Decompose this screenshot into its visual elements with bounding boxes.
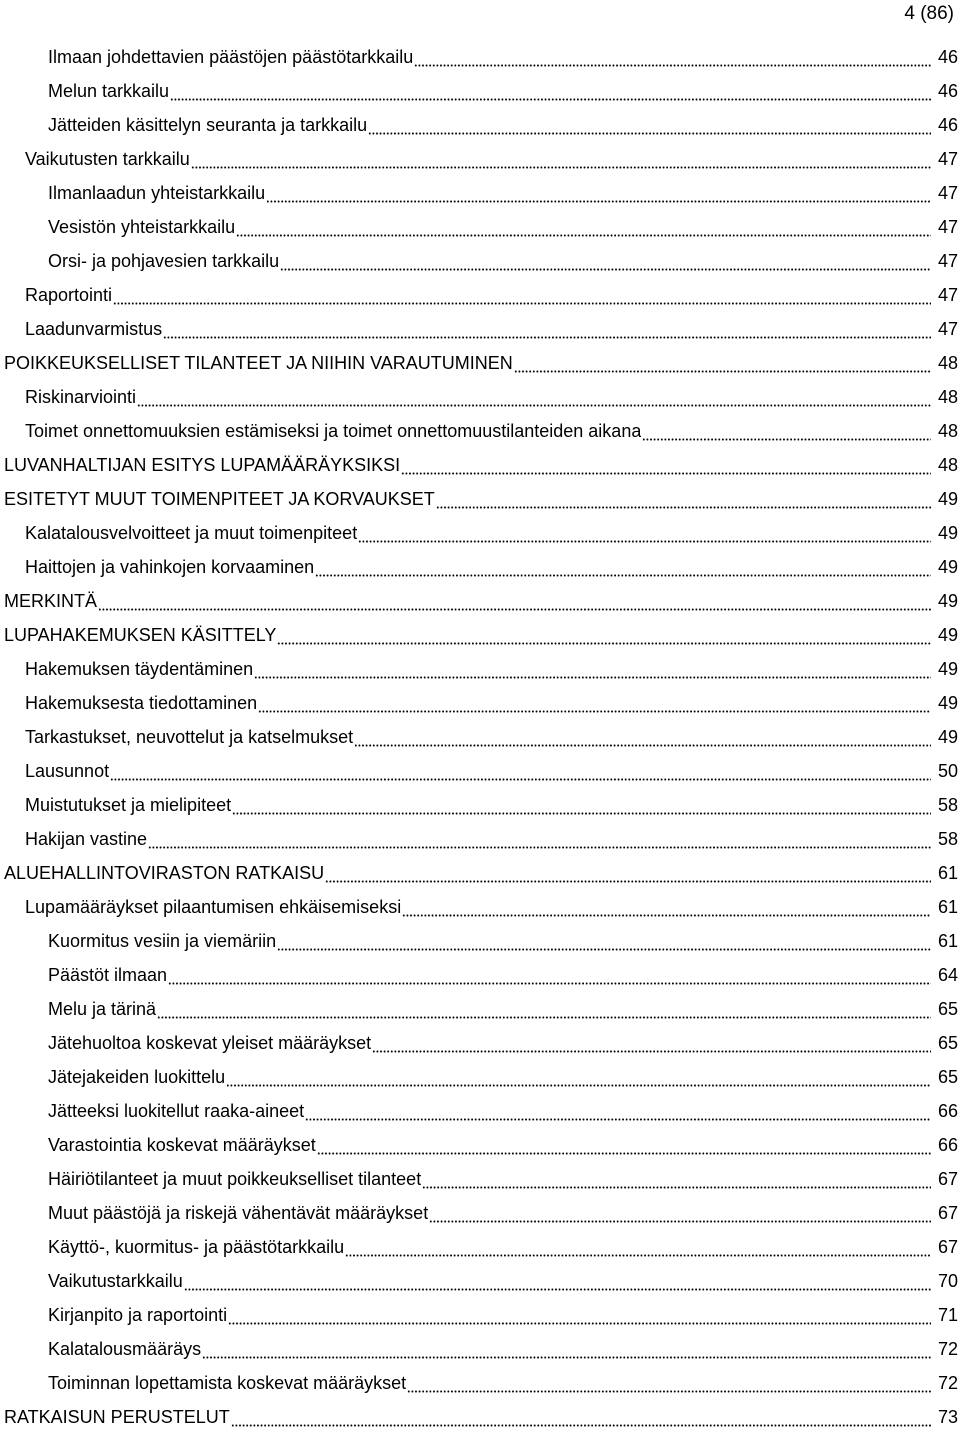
toc-entry-page: 48 (937, 387, 958, 407)
toc-dot-leader (368, 121, 931, 135)
toc-entry[interactable] (0, 312, 960, 346)
toc-dot-leader (258, 699, 931, 713)
toc-entry-title: Hakemuksesta tiedottaminen (25, 693, 258, 713)
toc-entry-page: 66 (937, 1101, 958, 1121)
toc-entry-page: 46 (937, 47, 958, 67)
toc-entry-title: Kalatalousmääräys (48, 1339, 202, 1359)
toc-entry-page: 47 (937, 251, 958, 271)
toc-entry-title: Kirjanpito ja raportointi (48, 1305, 228, 1325)
toc-dot-leader (354, 733, 931, 747)
toc-entry-page: 46 (937, 115, 958, 135)
toc-entry-page: 49 (937, 727, 958, 747)
toc-dot-leader (642, 427, 931, 441)
toc-dot-leader (148, 835, 931, 849)
toc-entry-page: 66 (937, 1135, 958, 1155)
toc-entry[interactable] (0, 856, 960, 890)
toc-dot-leader (305, 1107, 931, 1121)
toc-entry-title: Jätehuoltoa koskevat yleiset määräykset (48, 1033, 372, 1053)
toc-entry-title: LUPAHAKEMUKSEN KÄSITTELY (4, 625, 277, 645)
toc-dot-leader (436, 495, 931, 509)
toc-dot-leader (202, 1345, 931, 1359)
toc-entry[interactable] (0, 108, 960, 142)
toc-entry[interactable] (0, 924, 960, 958)
toc-entry-page: 58 (937, 795, 958, 815)
toc-entry[interactable] (0, 40, 960, 74)
toc-dot-leader (191, 155, 931, 169)
toc-entry-page: 48 (937, 353, 958, 373)
toc-entry-page: 61 (937, 897, 958, 917)
toc-entry-page: 48 (937, 455, 958, 475)
toc-entry-page: 73 (937, 1407, 958, 1427)
toc-dot-leader (113, 291, 931, 305)
toc-entry-page: 71 (937, 1305, 958, 1325)
toc-entry-title: Päästöt ilmaan (48, 965, 168, 985)
toc-dot-leader (401, 461, 931, 475)
toc-entry-page: 49 (937, 693, 958, 713)
toc-entry-page: 67 (937, 1203, 958, 1223)
toc-entry[interactable] (0, 958, 960, 992)
toc-entry-page: 72 (937, 1339, 958, 1359)
toc-entry-title: Hakijan vastine (25, 829, 148, 849)
toc-entry-title: Orsi- ja pohjavesien tarkkailu (48, 251, 280, 271)
toc-entry-title: Ilmaan johdettavien päästöjen päästötarkkailu (48, 47, 414, 67)
toc-dot-leader (414, 53, 931, 67)
page-number: 4 (86) (904, 3, 954, 24)
toc-dot-leader (315, 563, 931, 577)
toc-entry-page: 61 (937, 863, 958, 883)
toc-entry-page: 64 (937, 965, 958, 985)
toc-entry[interactable] (0, 278, 960, 312)
toc-entry-page: 65 (937, 1067, 958, 1087)
toc-dot-leader (407, 1379, 931, 1393)
toc-entry-title: Muut päästöjä ja riskejä vähentävät määräykset (48, 1203, 429, 1223)
toc-dot-leader (163, 325, 931, 339)
toc-dot-leader (184, 1277, 931, 1291)
toc-entry[interactable] (0, 1332, 960, 1366)
toc-entry-title: POIKKEUKSELLISET TILANTEET JA NIIHIN VARAUTUMINEN (4, 353, 513, 373)
toc-entry-title: Käyttö-, kuormitus- ja päästötarkkailu (48, 1237, 345, 1257)
toc-entry-page: 47 (937, 319, 958, 339)
toc-entry-page: 72 (937, 1373, 958, 1393)
toc-entry[interactable] (0, 890, 960, 924)
toc-entry[interactable] (0, 1162, 960, 1196)
toc-entry[interactable] (0, 992, 960, 1026)
toc-dot-leader (168, 971, 931, 985)
toc-dot-leader (514, 359, 931, 373)
toc-entry[interactable] (0, 1196, 960, 1230)
toc-entry[interactable] (0, 74, 960, 108)
toc-entry[interactable] (0, 516, 960, 550)
toc-dot-leader (157, 1005, 931, 1019)
toc-entry-title: Riskinarviointi (25, 387, 137, 407)
toc-dot-leader (277, 937, 931, 951)
toc-dot-leader (98, 597, 931, 611)
toc-dot-leader (277, 631, 931, 645)
toc-entry[interactable] (0, 1230, 960, 1264)
toc-entry[interactable] (0, 176, 960, 210)
toc-entry-title: Raportointi (25, 285, 113, 305)
toc-entry-page: 65 (937, 999, 958, 1019)
toc-entry[interactable] (0, 788, 960, 822)
toc-dot-leader (345, 1243, 931, 1257)
toc-entry-title: Jätteiden käsittelyn seuranta ja tarkkailu (48, 115, 368, 135)
toc-entry[interactable] (0, 1298, 960, 1332)
toc-entry-title: ESITETYT MUUT TOIMENPITEET JA KORVAUKSET (4, 489, 435, 509)
toc-entry-title: LUVANHALTIJAN ESITYS LUPAMÄÄRÄYKSIKSI (4, 455, 401, 475)
toc-dot-leader (325, 869, 931, 883)
toc-entry[interactable] (0, 1094, 960, 1128)
toc-entry-page: 49 (937, 659, 958, 679)
toc-entry-page: 49 (937, 591, 958, 611)
toc-entry-title: Häiriötilanteet ja muut poikkeukselliset tilanteet (48, 1169, 422, 1189)
toc-entry[interactable] (0, 448, 960, 482)
toc-entry-title: Ilmanlaadun yhteistarkkailu (48, 183, 266, 203)
toc-entry-page: 67 (937, 1169, 958, 1189)
toc-entry-title: Kalatalousvelvoitteet ja muut toimenpiteet (25, 523, 358, 543)
toc-dot-leader (429, 1209, 931, 1223)
toc-entry[interactable] (0, 720, 960, 754)
toc-entry[interactable] (0, 584, 960, 618)
toc-dot-leader (110, 767, 931, 781)
toc-entry-title: ALUEHALLINTOVIRASTON RATKAISU (4, 863, 325, 883)
toc-entry-page: 47 (937, 149, 958, 169)
toc-entry-title: Lausunnot (25, 761, 110, 781)
toc-entry-title: Vaikutustarkkailu (48, 1271, 183, 1291)
toc-dot-leader (226, 1073, 931, 1087)
toc-entry-title: Muistutukset ja mielipiteet (25, 795, 232, 815)
toc-entry[interactable] (0, 1128, 960, 1162)
toc-entry-page: 49 (937, 625, 958, 645)
toc-entry-title: Varastointia koskevat määräykset (48, 1135, 316, 1155)
toc-entry-page: 70 (937, 1271, 958, 1291)
toc-dot-leader (317, 1141, 931, 1155)
toc-dot-leader (422, 1175, 931, 1189)
toc-dot-leader (232, 801, 931, 815)
toc-entry-title: Jätejakeiden luokittelu (48, 1067, 226, 1087)
toc-entry-page: 50 (937, 761, 958, 781)
toc-dot-leader (170, 87, 931, 101)
toc-entry-title: Laadunvarmistus (25, 319, 163, 339)
toc-entry-title: Tarkastukset, neuvottelut ja katselmukset (25, 727, 354, 747)
toc-dot-leader (358, 529, 931, 543)
toc-entry-title: Vesistön yhteistarkkailu (48, 217, 236, 237)
toc-entry[interactable] (0, 1400, 960, 1434)
toc-entry-page: 49 (937, 489, 958, 509)
toc-entry-title: Melun tarkkailu (48, 81, 170, 101)
toc-entry-title: Vaikutusten tarkkailu (25, 149, 190, 169)
toc-entry-page: 61 (937, 931, 958, 951)
toc-entry[interactable] (0, 414, 960, 448)
toc-entry[interactable] (0, 210, 960, 244)
toc-entry-page: 47 (937, 285, 958, 305)
toc-entry-title: Haittojen ja vahinkojen korvaaminen (25, 557, 315, 577)
table-of-contents (0, 40, 960, 1434)
toc-entry-page: 58 (937, 829, 958, 849)
toc-entry-title: Melu ja tärinä (48, 999, 157, 1019)
toc-entry[interactable] (0, 1366, 960, 1400)
toc-entry-page: 47 (937, 217, 958, 237)
toc-entry[interactable] (0, 618, 960, 652)
toc-entry[interactable] (0, 754, 960, 788)
toc-entry-page: 48 (937, 421, 958, 441)
toc-entry[interactable] (0, 244, 960, 278)
toc-entry[interactable] (0, 346, 960, 380)
toc-entry-page: 46 (937, 81, 958, 101)
toc-dot-leader (402, 903, 931, 917)
toc-dot-leader (254, 665, 931, 679)
toc-entry-title: Hakemuksen täydentäminen (25, 659, 254, 679)
toc-entry[interactable] (0, 380, 960, 414)
toc-entry-title: Toiminnan lopettamista koskevat määräykset (48, 1373, 407, 1393)
toc-entry[interactable] (0, 822, 960, 856)
toc-entry-title: Toimet onnettomuuksien estämiseksi ja toimet onnettomuustilanteiden aikana (25, 421, 642, 441)
toc-entry-page: 49 (937, 557, 958, 577)
toc-dot-leader (228, 1311, 931, 1325)
toc-entry[interactable] (0, 550, 960, 584)
toc-entry-title: RATKAISUN PERUSTELUT (4, 1407, 230, 1427)
toc-entry-page: 49 (937, 523, 958, 543)
toc-dot-leader (236, 223, 931, 237)
toc-entry-title: Jätteeksi luokitellut raaka-aineet (48, 1101, 305, 1121)
toc-entry-page: 65 (937, 1033, 958, 1053)
toc-entry-title: MERKINTÄ (4, 591, 98, 611)
toc-entry-page: 67 (937, 1237, 958, 1257)
toc-entry[interactable] (0, 1060, 960, 1094)
toc-entry[interactable] (0, 652, 960, 686)
toc-entry[interactable] (0, 1026, 960, 1060)
toc-entry-title: Lupamääräykset pilaantumisen ehkäisemiseksi (25, 897, 402, 917)
toc-entry[interactable] (0, 142, 960, 176)
toc-dot-leader (231, 1413, 931, 1427)
toc-entry-page: 47 (937, 183, 958, 203)
toc-dot-leader (137, 393, 931, 407)
toc-entry[interactable] (0, 686, 960, 720)
toc-dot-leader (372, 1039, 931, 1053)
toc-entry-title: Kuormitus vesiin ja viemäriin (48, 931, 277, 951)
toc-entry[interactable] (0, 1264, 960, 1298)
toc-dot-leader (280, 257, 931, 271)
toc-entry[interactable] (0, 482, 960, 516)
toc-dot-leader (266, 189, 931, 203)
